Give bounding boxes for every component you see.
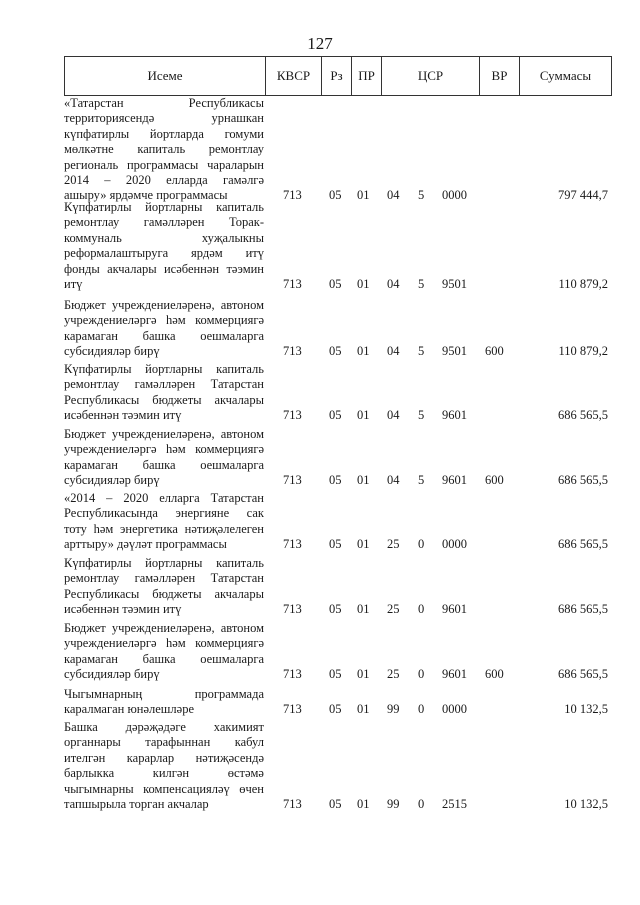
table-header [64, 56, 612, 96]
table-row [64, 491, 612, 553]
row-csr2: 0 [418, 702, 425, 717]
row-name-line: Республикасы бюджеты акчалары [64, 392, 264, 407]
row-name-line: фонды акчалары исәбеннән тәэмин [64, 261, 264, 276]
row-csr2: 5 [418, 277, 425, 291]
table-row [64, 687, 612, 718]
table-row [64, 427, 612, 489]
row-csr3: 9601 [442, 473, 467, 488]
row-name-line: ремонтлау гамәлләрен Торак- [64, 215, 264, 230]
row-name-line: территориясендә урнашкан [64, 111, 264, 126]
row-name-line: субсидияләр бирү [64, 344, 160, 359]
header-rz: Рз [321, 57, 351, 95]
table-row [64, 720, 612, 812]
row-name-line: исәбеннән тәэмин итү [64, 602, 182, 617]
row-sum: 686 565,5 [558, 473, 608, 488]
row-rz: 05 [329, 473, 342, 488]
row-csr1: 99 [387, 702, 400, 717]
row-name-line: органнары тарафыннан кабул [64, 735, 264, 750]
header-sum: Суммасы [519, 57, 611, 95]
table-row [64, 96, 612, 204]
row-rz: 05 [329, 188, 342, 203]
header-kvsr: КВСР [265, 57, 321, 95]
row-name-line: ителгән карарлар нәтиҗәсендә [64, 750, 264, 765]
row-name-line: карамаган башка оешмаларга [64, 457, 264, 472]
table-row [64, 621, 612, 683]
row-name-line: 2014 – 2020 елларда гамәлгә [64, 173, 264, 188]
row-rz: 05 [329, 667, 342, 682]
row-pr: 01 [357, 667, 370, 682]
row-sum: 686 565,5 [558, 408, 608, 423]
row-name-line: Чыгымнарның программада [64, 687, 264, 701]
row-csr3: 9601 [442, 667, 467, 682]
row-name-line: Күпфатирлы йортларны капиталь [64, 200, 264, 214]
row-name-line: Күпфатирлы йортларны капиталь [64, 362, 264, 376]
row-name-line: ремонтлау гамәлләрен Татарстан [64, 377, 264, 392]
row-name-line: карамаган башка оешмаларга [64, 328, 264, 343]
row-rz: 05 [329, 344, 342, 359]
row-csr3: 2515 [442, 797, 467, 811]
row-csr3: 0000 [442, 188, 467, 203]
row-csr3: 0000 [442, 702, 467, 717]
row-sum: 10 132,5 [564, 797, 608, 811]
row-name-line: ремонтлау гамәлләрен Татарстан [64, 571, 264, 586]
row-name-line: Башка дәрәҗәдәге хакимият [64, 720, 264, 734]
row-name [64, 491, 264, 553]
row-pr: 01 [357, 797, 370, 811]
row-csr1: 25 [387, 602, 400, 617]
row-sum: 10 132,5 [564, 702, 608, 717]
row-name-line: учреждениеләргә һәм коммерциягә [64, 636, 264, 651]
row-name [64, 427, 264, 489]
row-pr: 01 [357, 188, 370, 203]
row-name-line: барлыкка килгән өстәмә [64, 766, 264, 781]
row-pr: 01 [357, 602, 370, 617]
row-name-line: карамаган башка оешмаларга [64, 651, 264, 666]
row-name-line: реформалаштыруга ярдәм итү [64, 246, 264, 261]
header-csr: ЦСР [381, 57, 479, 95]
row-sum: 110 879,2 [558, 277, 608, 291]
row-csr3: 0000 [442, 537, 467, 552]
row-name [64, 200, 264, 292]
header-name: Исеме [147, 68, 183, 83]
table-row [64, 556, 612, 618]
row-csr2: 0 [418, 602, 425, 617]
row-name-line: каралмаган юнәлешләре [64, 702, 195, 717]
row-kvsr: 713 [283, 602, 302, 617]
row-name [64, 556, 264, 618]
row-kvsr: 713 [283, 537, 302, 552]
row-kvsr: 713 [283, 667, 302, 682]
row-name-line: Бюджет учреждениеләренә, автоном [64, 298, 264, 312]
row-vr: 600 [485, 344, 504, 359]
row-name-line: «Татарстан Республикасы [64, 96, 264, 110]
row-vr: 600 [485, 473, 504, 488]
row-rz: 05 [329, 602, 342, 617]
page-number: 127 [307, 34, 333, 53]
row-kvsr: 713 [283, 797, 302, 811]
row-name [64, 720, 264, 812]
row-rz: 05 [329, 537, 342, 552]
row-csr1: 25 [387, 537, 400, 552]
row-sum: 797 444,7 [558, 188, 608, 203]
row-csr1: 04 [387, 408, 400, 423]
row-pr: 01 [357, 408, 370, 423]
row-sum: 110 879,2 [558, 344, 608, 359]
row-kvsr: 713 [283, 188, 302, 203]
row-kvsr: 713 [283, 277, 302, 291]
row-name [64, 298, 264, 360]
row-name-line: ашыру» ярдәмче программасы [64, 188, 228, 203]
row-rz: 05 [329, 797, 342, 811]
row-name [64, 96, 264, 204]
row-name-line: Бюджет учреждениеләренә, автоном [64, 621, 264, 635]
row-name-line: мөлкәтне капиталь ремонтлау [64, 142, 264, 157]
row-csr2: 5 [418, 188, 425, 203]
row-name-line: «2014 – 2020 елларга Татарстан [64, 491, 264, 505]
row-csr2: 0 [418, 797, 425, 811]
row-name-line: чыгымнарны компенсацияләү өчен [64, 781, 264, 796]
row-vr: 600 [485, 667, 504, 682]
row-name-line: учреждениеләргә һәм коммерциягә [64, 313, 264, 328]
row-name-line: тоту һәм энергетика нәтиҗәлелеген [64, 521, 264, 536]
table-row [64, 200, 612, 292]
row-csr1: 25 [387, 667, 400, 682]
row-rz: 05 [329, 408, 342, 423]
row-csr1: 04 [387, 188, 400, 203]
row-pr: 01 [357, 344, 370, 359]
table-row [64, 362, 612, 424]
row-pr: 01 [357, 277, 370, 291]
row-name-line: итү [64, 277, 83, 292]
row-sum: 686 565,5 [558, 537, 608, 552]
row-rz: 05 [329, 702, 342, 717]
row-csr3: 9601 [442, 602, 467, 617]
row-name [64, 621, 264, 683]
row-csr3: 9601 [442, 408, 467, 423]
row-csr3: 9501 [442, 344, 467, 359]
row-csr2: 0 [418, 537, 425, 552]
row-csr1: 04 [387, 277, 400, 291]
row-kvsr: 713 [283, 408, 302, 423]
row-name-line: коммуналь хуҗалыкны [64, 230, 264, 245]
header-pr: ПР [351, 57, 381, 95]
row-name-line: Күпфатирлы йортларны капиталь [64, 556, 264, 570]
row-sum: 686 565,5 [558, 667, 608, 682]
row-name-line: Бюджет учреждениеләренә, автоном [64, 427, 264, 441]
row-kvsr: 713 [283, 473, 302, 488]
row-csr2: 0 [418, 667, 425, 682]
row-name [64, 687, 264, 718]
row-csr1: 04 [387, 473, 400, 488]
row-kvsr: 713 [283, 702, 302, 717]
row-pr: 01 [357, 473, 370, 488]
row-sum: 686 565,5 [558, 602, 608, 617]
row-pr: 01 [357, 537, 370, 552]
row-rz: 05 [329, 277, 342, 291]
row-name-line: региональ программасы чараларын [64, 157, 264, 172]
row-name-line: исәбеннән тәэмин итү [64, 408, 182, 423]
row-name [64, 362, 264, 424]
row-name-line: Республикасында энергияне сак [64, 506, 264, 521]
row-csr1: 99 [387, 797, 400, 811]
row-csr1: 04 [387, 344, 400, 359]
row-name-line: субсидияләр бирү [64, 473, 160, 488]
row-name-line: учреждениеләргә һәм коммерциягә [64, 442, 264, 457]
row-pr: 01 [357, 702, 370, 717]
row-kvsr: 713 [283, 344, 302, 359]
row-name-line: субсидияләр бирү [64, 667, 160, 682]
header-vr: ВР [479, 57, 519, 95]
row-csr2: 5 [418, 344, 425, 359]
row-csr3: 9501 [442, 277, 467, 291]
row-csr2: 5 [418, 408, 425, 423]
row-name-line: тапшырыла торган акчалар [64, 797, 209, 812]
row-name-line: Республикасы бюджеты акчалары [64, 586, 264, 601]
row-csr2: 5 [418, 473, 425, 488]
row-name-line: күпфатирлы йортларда гомуми [64, 126, 264, 141]
table-row [64, 298, 612, 360]
row-name-line: арттыру» дәүләт программасы [64, 537, 227, 552]
